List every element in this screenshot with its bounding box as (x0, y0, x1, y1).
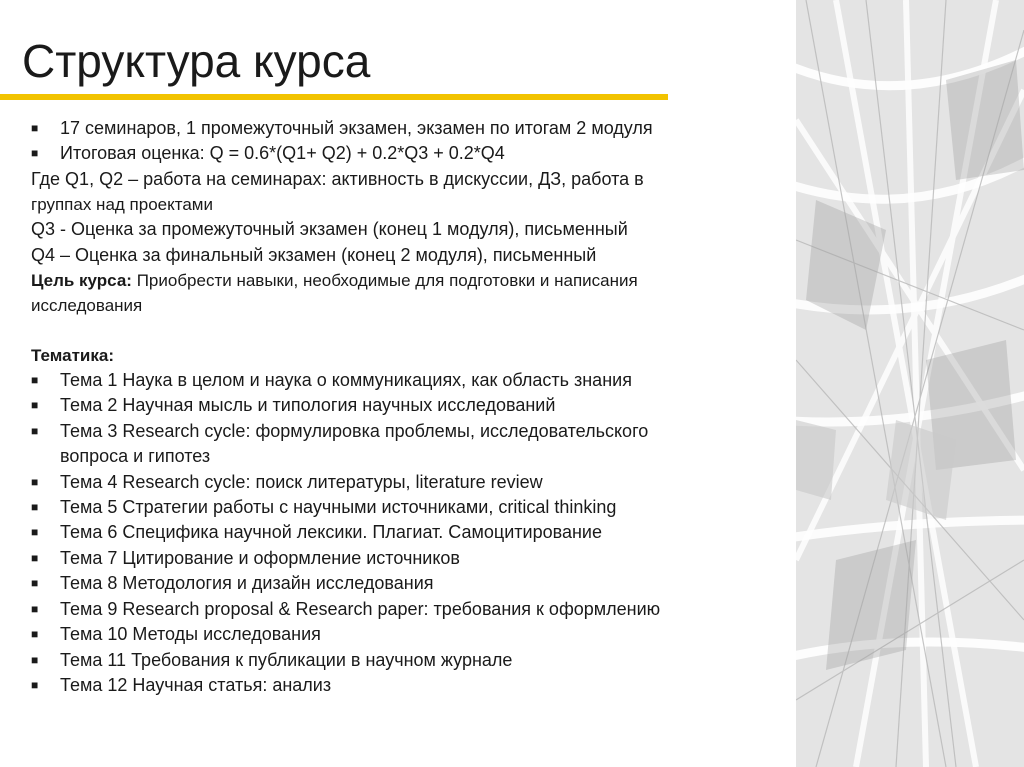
list-item (31, 470, 791, 495)
list-item (31, 571, 791, 596)
bullet-square-icon: ■ (31, 146, 39, 161)
q4-description: Q4 – Оценка за финальный экзамен (конец 2 модуля), письменный (31, 244, 597, 265)
bullet-square-icon: ■ (31, 373, 39, 388)
course-goal-continued: исследования (31, 296, 143, 316)
bullet-square-icon: ■ (31, 500, 39, 515)
bullet-text: Итоговая оценка: Q = 0.6*(Q1+ Q2) + 0.2*Q3 + 0.2*Q4 (60, 143, 505, 164)
bullet-square-icon: ■ (31, 423, 39, 438)
bullet-square-icon: ■ (31, 652, 39, 667)
topic-text: Тема 12 Научная статья: анализ (60, 674, 332, 695)
list-item (31, 368, 791, 393)
bullet-square-icon: ■ (31, 576, 39, 591)
bullet-square-icon: ■ (31, 550, 39, 565)
bullet-square-icon: ■ (31, 601, 39, 616)
q1-q2-description: Где Q1, Q2 – работа на семинарах: активность в дискуссии, ДЗ, работа в (31, 168, 644, 189)
list-item (31, 520, 791, 545)
topic-text: Тема 5 Стратегии работы с научными источниками, critical thinking (60, 497, 617, 518)
bullet-square-icon: ■ (31, 525, 39, 540)
list-item (31, 495, 791, 520)
topic-text: Тема 8 Методология и дизайн исследования (60, 573, 434, 594)
bullet-text: 17 семинаров, 1 промежуточный экзамен, экзамен по итогам 2 модуля (60, 118, 653, 138)
bullet-square-icon: ■ (31, 677, 39, 692)
architecture-photo-icon (796, 0, 1024, 767)
page-title: Структура курса (22, 35, 371, 87)
topics-heading (31, 343, 791, 368)
title-underline (0, 94, 668, 100)
topic-text: Тема 4 Research cycle: поиск литературы, literature review (60, 471, 543, 492)
bullet-square-icon: ■ (31, 627, 39, 642)
bullet-square-icon: ■ (31, 474, 39, 489)
topic-text: Тема 11 Требования к публикации в научном журнале (60, 649, 513, 670)
topic-text: Тема 1 Наука в целом и наука о коммуникациях, как область знания (60, 370, 632, 391)
course-goal-label: Цель курса: (31, 271, 132, 291)
list-item (31, 419, 791, 444)
slide-content (31, 116, 791, 698)
course-goal (31, 268, 791, 293)
topic-text: Тема 6 Специфика научной лексики. Плагиат. Самоцитирование (60, 522, 602, 543)
topic-text: Тема 10 Методы исследования (60, 624, 321, 645)
list-item (31, 393, 791, 418)
topic-text-continued: вопроса и гипотез (60, 446, 211, 467)
bullet-square-icon: ■ (31, 121, 39, 135)
list-item (31, 116, 791, 141)
topic-text: Тема 7 Цитирование и оформление источников (60, 547, 460, 568)
list-item (31, 597, 791, 622)
course-goal-text: Приобрести навыки, необходимые для подготовки и написания (131, 271, 638, 291)
bullet-square-icon: ■ (31, 398, 39, 413)
topic-text: Тема 3 Research cycle: формулировка проблемы, исследовательского (60, 420, 649, 441)
topic-text: Тема 2 Научная мысль и типология научных исследований (60, 395, 556, 416)
topic-text: Тема 9 Research proposal & Research paper: требования к оформлению (60, 598, 661, 619)
q1-q2-description-continued: группах над проектами (31, 195, 213, 215)
list-item (31, 648, 791, 673)
topics-heading-label: Тематика: (31, 346, 114, 366)
decorative-architecture-image (796, 0, 1024, 767)
list-item (31, 673, 791, 698)
list-item (31, 141, 791, 166)
list-item (31, 622, 791, 647)
list-item (31, 546, 791, 571)
q3-description: Q3 - Оценка за промежуточный экзамен (конец 1 модуля), письменный (31, 219, 628, 240)
spacer (31, 318, 791, 343)
list-item-continuation (31, 444, 791, 469)
